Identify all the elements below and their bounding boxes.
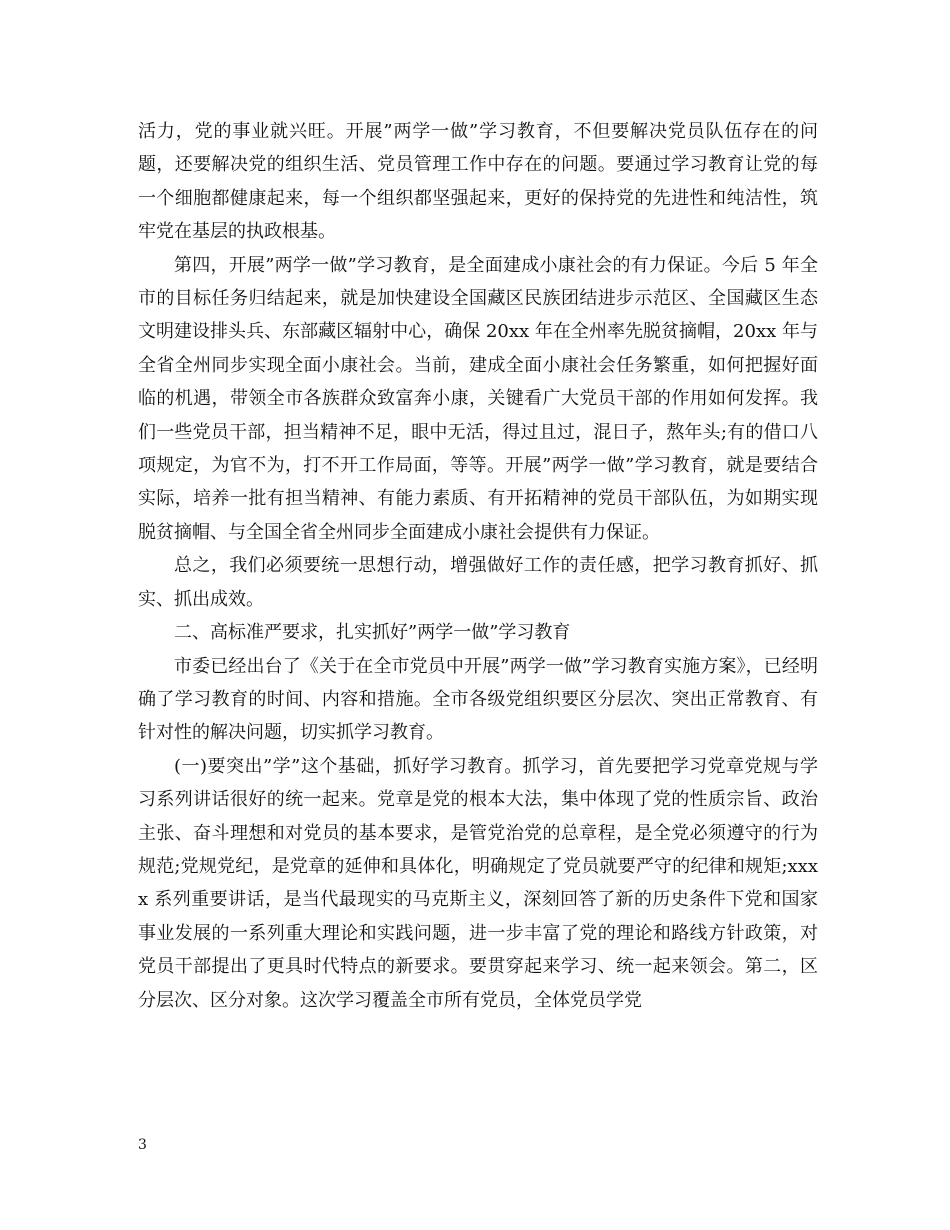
page-number: 3 — [138, 1137, 147, 1153]
paragraph-5: 市委已经出台了《关于在全市党员中开展”两学一做”学习教育实施方案》，已经明确了学习教育的时间、内容和措施。全市各级党组织要区分层次、突出正常教育、有针对性的解决问题，切实抓学习教育。 — [138, 655, 818, 744]
paragraph-3: 总之，我们必须要统一思想行动，增强做好工作的责任感，把学习教育抓好、抓实、抓出成效。 — [138, 555, 818, 610]
section-heading: 二、高标准严要求，扎实抓好”两学一做”学习教育 — [174, 622, 571, 644]
paragraph-2: 第四，开展”两学一做”学习教育，是全面建成小康社会的有力保证。今后 5 年全市的目标任务归结起来，就是加快建设全国藏区民族团结进步示范区、全国藏区生态文明建设排头兵、东部藏区辐射中心，确保 20xx 年在全州率先脱贫摘帽，20xx 年与全省全州同步实现全面小康社会。当前，建成全面小康社会任务繁重，如何把握好面临的机遇，带领全市各族群众致富奔小康，关键看广大党员干部的作用如何发挥。我们一些党员干部，担当精神不足，眼中无活，得过且过，混日子，熬年头;有的借口八项规定，为官不为，打不开工作局面，等等。开展”两学一做”学习教育，就是要结合实际，培养一批有担当精神、有能力素质、有开拓精神的党员干部队伍，为如期实现脱贫摘帽、与全国全省全州同步全面建成小康社会提供有力保证。 — [138, 254, 818, 543]
document-body — [138, 115, 818, 1017]
paragraph-1: 活力，党的事业就兴旺。开展”两学一做”学习教育，不但要解决党员队伍存在的问题，还要解决党的组织生活、党员管理工作中存在的问题。要通过学习教育让党的每一个细胞都健康起来，每一个组织都坚强起来，更好的保持党的先进性和纯洁性，筑牢党在基层的执政根基。 — [138, 121, 818, 243]
paragraph-6: (一)要突出”学”这个基础，抓好学习教育。抓学习，首先要把学习党章党规与学习系列讲话很好的统一起来。党章是党的根本大法，集中体现了党的性质宗旨、政治主张、奋斗理想和对党员的基本要求，是管党治党的总章程，是全党必须遵守的行为规范;党规党纪，是党章的延伸和具体化，明确规定了党员就要严守的纪律和规矩;xxxx 系列重要讲话，是当代最现实的马克斯主义，深刻回答了新的历史条件下党和国家事业发展的一系列重大理论和实践问题，进一步丰富了党的理论和路线方针政策，对党员干部提出了更具时代特点的新要求。要贯穿起来学习、统一起来领会。第二，区分层次、区分对象。这次学习覆盖全市所有党员，全体党员学党 — [138, 755, 818, 1011]
